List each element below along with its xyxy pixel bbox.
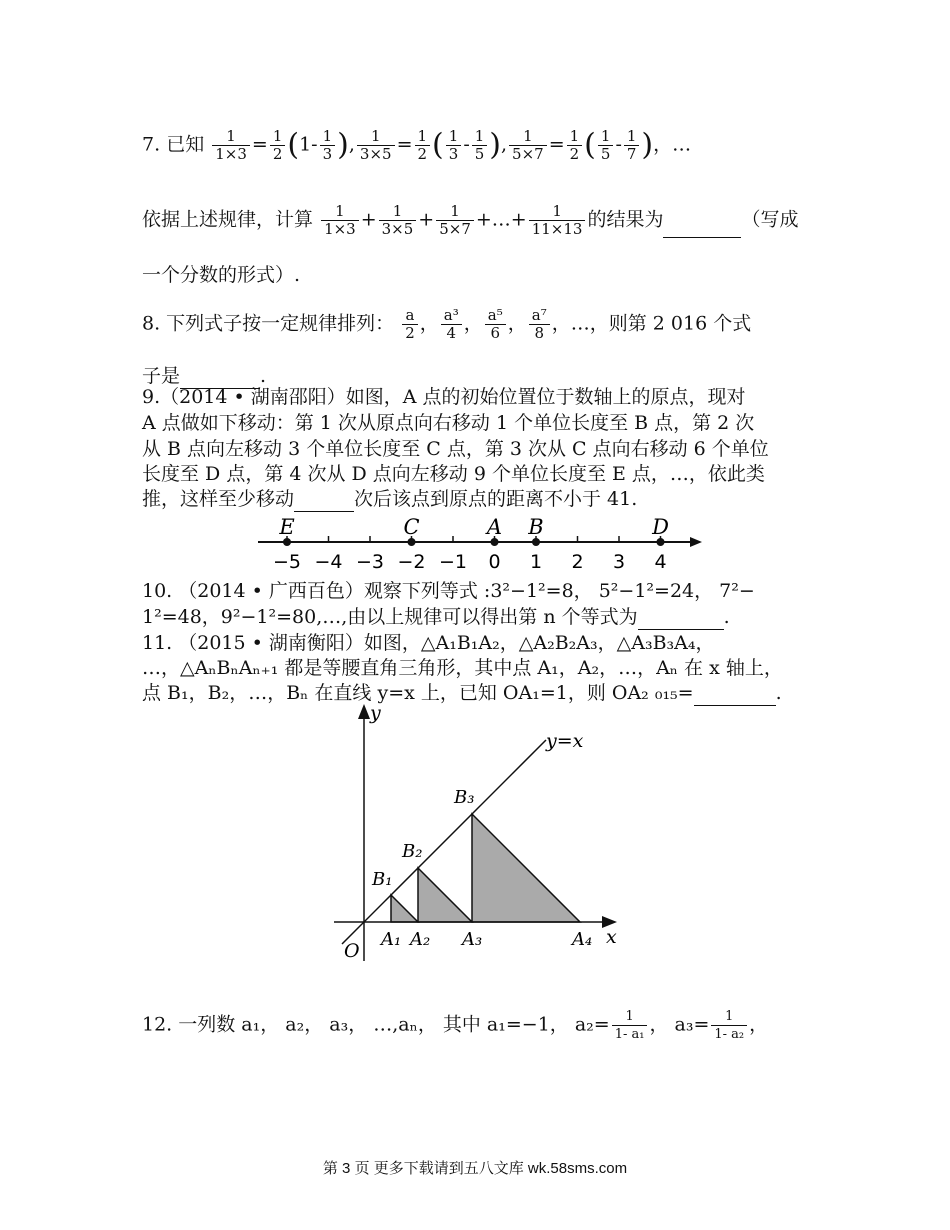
label-b1: B₁: [372, 869, 393, 890]
number-line-point-label: E: [279, 515, 295, 539]
fraction: $\frac{1}{\text{1- a₂}}$: [711, 1008, 747, 1043]
number-line-tick-label: −2: [397, 551, 426, 573]
number-line-point-label: D: [652, 515, 669, 539]
q8-line1: 8. 下列式子按一定规律排列： $\frac{a}{2}$ ， $\frac{\text{a³}}{4}$ ， $\frac{\text{a⁵}}{6}$ ， $\frac{\text{a⁷}}{8}$ ，…，则第 2 016 个式: [142, 306, 752, 342]
answer-blank: [294, 491, 354, 512]
q7-line2: 依据上述规律，计算 $\frac{1}{1\times 3}$ + $\frac{1}{3\times 5}$ + $\frac{1}{5\times 7}$ +…+ $\frac{1}{11\times 13}$ 的结果为 （写成: [142, 202, 799, 238]
number-line-point-d: [657, 538, 665, 546]
label-a1: A₁: [381, 929, 402, 950]
line-label: y=x: [546, 730, 584, 752]
q8-text: 子是: [142, 365, 181, 387]
q8-text: .: [260, 365, 267, 387]
number-line-figure: [250, 510, 710, 578]
ellipsis: …: [672, 133, 692, 156]
number-line-tick-label: −3: [355, 551, 385, 573]
fraction: $\frac{1}{3}$: [320, 128, 336, 163]
q7-text: （写成: [741, 208, 799, 231]
number-line-point-c: [408, 538, 416, 546]
number-line-point-label: B: [528, 515, 544, 539]
q9-line1: 9.（2014 • 湖南邵阳）如图，A 点的初始位置位于数轴上的原点，现对: [142, 386, 746, 408]
fraction: $\frac{1}{2}$: [270, 128, 286, 163]
x-axis-label: x: [606, 926, 617, 948]
label-a2: A₂: [410, 929, 431, 950]
fraction: $\frac{1}{7}$: [624, 128, 640, 163]
q8-text: ，…，则第 2 016 个式: [551, 312, 752, 335]
number-line-point-label: C: [403, 515, 420, 539]
triangle-3: [472, 814, 580, 922]
fraction: $\frac{1}{5\times 7}$: [509, 128, 547, 163]
page-footer: 第 3 页 更多下载请到五八文库 wk.58sms.com: [322, 1160, 628, 1177]
triangle-2: [418, 868, 472, 922]
y-axis-label: y: [370, 703, 381, 724]
answer-blank: [638, 609, 724, 630]
fraction: $\frac{\text{a⁵}}{6}$: [485, 307, 506, 342]
fraction: $\frac{1}{3\times 5}$: [357, 128, 395, 163]
q7-line3: [142, 262, 300, 288]
fraction: $\frac{\text{a⁷}}{8}$: [529, 307, 550, 342]
answer-blank: [694, 685, 776, 706]
q11-line3: 点 B₁，B₂，…，Bₙ 在直线 y=x 上，已知 OA₁=1，则 OA₂ ₀₁₅= .: [142, 682, 782, 704]
ellipsis: …: [491, 208, 511, 231]
fraction: $\frac{\text{a³}}{4}$: [441, 307, 462, 342]
number-line-arrow: [690, 537, 702, 547]
q7-number: 7.: [142, 133, 161, 156]
q10-line1: 10. （2014 • 广西百色）观察下列等式 :3²−1²=8， 5²−1²=24， 7²−: [142, 580, 755, 602]
q9-line4: 长度至 D 点，第 4 次从 D 点向左移动 9 个单位长度至 E 点，…，依此类: [142, 463, 765, 485]
number-line-tick-label: 1: [529, 551, 543, 573]
q10-line2: 1²=48，9²−1²=80,…,由以上规律可以得出第 n 个等式为 .: [142, 606, 730, 628]
q7-text: 的结果为: [587, 208, 664, 231]
q7-text: 依据上述规律，计算: [142, 208, 314, 231]
number-line-point-a: [491, 538, 499, 546]
origin-label: O: [344, 940, 360, 962]
q9-line3: 从 B 点向左移动 3 个单位长度至 C 点，第 3 次从 C 点向右移动 6 个单位: [142, 438, 769, 460]
fraction: $\frac{1}{5}$: [472, 128, 488, 163]
q12-line1: 12. 一列数 a₁， a₂， a₃， …,aₙ， 其中 a₁=−1， a₂= $\frac{1}{\text{1- a₁}}$ ， a₃= $\frac{1}{\text{1- a₂}}$ ，: [142, 1009, 769, 1042]
fraction: $\frac{1}{1\times 3}$: [321, 203, 359, 238]
one-minus: 1-: [299, 133, 318, 156]
fraction: $\frac{1}{1\times 3}$: [212, 128, 250, 163]
number-line-tick-label: −4: [314, 551, 343, 573]
q9-line2: A 点做如下移动：第 1 次从原点向右移动 1 个单位长度至 B 点，第 2 次: [142, 412, 755, 434]
number-line-point-label: A: [486, 515, 503, 539]
fraction: $\frac{a}{2}$: [402, 307, 418, 342]
label-b3: B₃: [454, 787, 475, 808]
number-line-tick-label: −5: [272, 551, 302, 573]
triangle-1: [391, 895, 418, 922]
q7-line1: 7. 已知 $\frac{1}{1\times 3}$ = $\frac{1}{2}$ (1- $\frac{1}{3}$ ), $\frac{1}{3\times 5}$ = $\frac{1}{2}$ ( $\frac{1}{3}$ - $\frac{1}{5}$ ), $\frac{1}{5\times 7}$ = $\frac{1}{2}$ ( $\frac{1}{5}$ - $\frac{1}{7}$ )，…: [142, 127, 692, 163]
label-a3: A₃: [462, 929, 483, 950]
isosceles-triangles-figure: [324, 703, 624, 965]
number-line-point-e: [283, 538, 291, 546]
answer-blank: [663, 217, 741, 238]
number-line-tick-label: −1: [438, 551, 468, 573]
number-line-tick-label: 0: [488, 551, 501, 573]
q9-line5: 推，这样至少移动 次后该点到原点的距离不小于 41.: [142, 488, 638, 510]
q11-line1: 11. （2015 • 湖南衡阳）如图，△A₁B₁A₂，△A₂B₂A₃，△A₃B₃A₄，: [142, 632, 715, 654]
label-b2: B₂: [402, 841, 423, 862]
fraction: $\frac{1}{\text{1- a₁}}$: [612, 1008, 648, 1043]
q11-line2: …，△AₙBₙAₙ₊₁ 都是等腰直角三角形，其中点 A₁，A₂，…，Aₙ 在 x 轴上，: [142, 657, 783, 679]
number-line-tick-label: 3: [612, 551, 626, 573]
label-a4: A₄: [572, 929, 593, 950]
fraction: $\frac{1}{11\times 13}$: [529, 203, 586, 238]
number-line-tick-label: 2: [571, 551, 584, 573]
q7-text: 一个分数的形式）.: [142, 264, 301, 286]
q8-text: 8. 下列式子按一定规律排列：: [142, 312, 395, 335]
number-line-point-b: [532, 538, 540, 546]
q7-intro: 已知: [166, 133, 205, 156]
number-line-tick-label: 4: [654, 551, 667, 573]
